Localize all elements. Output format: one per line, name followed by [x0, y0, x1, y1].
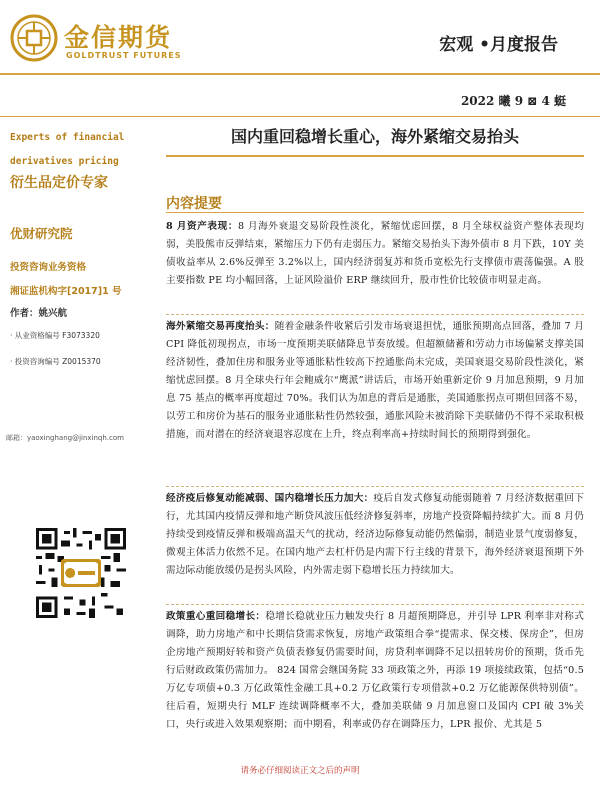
- tagline-english: Experts of financial derivatives pricing: [10, 132, 125, 167]
- summary-paragraph: [166, 608, 584, 734]
- qualification: 投资咨询业务资格: [10, 262, 87, 273]
- coin-seal-icon: [10, 14, 58, 62]
- section-title: 内容提要: [166, 196, 222, 212]
- paragraph-body: 8 月海外衰退交易阶段性淡化，紧缩忧虑回摆，8 月全球权益资产整体表现均弱，美股熊市反弹结束，紧缩压力下仍有走弱压力。紧缩交易抬头下海外债市 8 月下跌，10Y 美债收益率从 2.6%反弹至 3.2%以上，国内经济弱复苏和货币宽松先行支撑债市震荡偏强。A 股主要指数 PE 均小幅回落，上证风险溢价 ERP 继续回升，股市性价比较债市明显走高。: [166, 221, 584, 286]
- paragraph-lead: 海外紧缩交易再度抬头：: [166, 321, 275, 332]
- license-number: 湘证监机构字[2017]1 号: [10, 286, 122, 297]
- paragraph-body: 稳增长稳就业压力触发央行 8 月超预期降息，并引导 LPR 利率非对称式调降，助力房地产和中长期信贷需求恢复，房地产政策组合拳“提需求、保交楼、保房企”，但房企房地产预期好转和资产负债表修复仍需要时间，房贷利率调降不足以扭转房价的预期，货币先行后财政政策仍需加力。 824 国常会继国务院 33 项政策之外，再添 19 项接续政策，包括“0.5 万亿专项债+0.3 万亿政策性金融工具+0.2 万亿政策行专项借款+0.2 万亿能源保供特别债”。往后看，短期央行 MLF 连续调降概率不大，叠加美联储 9 月加息窗口及国内 CPI 破 3%关口，央行或进入效果观察期；而中期看，利率或仍存在调降压力，LPR 报价、尤其是 5: [166, 611, 584, 730]
- paragraph-body: 随着金融条件收紧后引发市场衰退担忧，通胀预期高点回落，叠加 7 月 CPI 降低初现拐点，市场一度预期美联储降息节奏放缓。但超额储蓄和劳动力市场偏紧支撑美国经济韧性，叠加住房和服务业等通胀粘性较高下控通胀尚未完成，美国衰退交易阶段性淡化，紧缩忧虑回摆。8 月全球央行年会鲍威尔“鹰派”讲话后，市场开始重新定价 9 月加息预期，9 月加息 75 基点的概率再度超过 70%。我们认为加息的背后是通胀，美国通胀拐点可期但回落不易，以劳工和房价为基石的服务业通胀粘性仍然较强，通胀风险未被消除下美联储仍不得不采取积极措施，而对潜在的经济衰退容忍度在上升，终点利率高+持续时间长的预期得到强化。: [166, 321, 584, 440]
- qr-code-icon: [36, 528, 126, 618]
- report-title: 国内重回稳增长重心，海外紧缩交易抬头: [230, 127, 519, 146]
- author-email[interactable]: 邮箱：yaoxinghang@jinxinqh.com: [6, 434, 124, 442]
- summary-paragraph: [166, 318, 584, 444]
- paragraph-lead: 政策重心重回稳增长：: [166, 611, 266, 622]
- logo-chinese-name: 金信期货: [64, 23, 173, 52]
- disclaimer-footer: 请务必仔细阅读正文之后的声明: [240, 766, 360, 776]
- summary-paragraph: [166, 490, 584, 580]
- paragraph-body: 疫后自发式修复动能弱随着 7 月经济数据重回下行，尤其国内疫情反弹和地产断贷风波压低经济修复斜率，房地产投资降幅持续扩大。而 8 月仍持续受到疫情反弹和极端高温天气的扰动，经济边际修复动能仍然偏弱，制造业景气度弱修复，微观主体活力依然不足。在国内地产去杠杆仍是内需下行主线的背景下，海外经济衰退预期下外需边际动能放缓仍是拐头风险，内外需走弱下稳增长压力持续加大。: [166, 493, 584, 576]
- sidebar: [0, 118, 155, 800]
- tagline-chinese: 衍生品定价专家: [10, 175, 108, 191]
- logo-english-name: GOLDTRUST FUTURES: [66, 51, 182, 60]
- paragraph-divider: [166, 486, 584, 487]
- company-logo: [10, 14, 200, 66]
- header-divider: [0, 73, 600, 75]
- paragraph-divider: [166, 604, 584, 605]
- summary-paragraph: [166, 218, 584, 290]
- title-divider: [166, 155, 584, 157]
- paragraph-divider: [166, 314, 584, 315]
- practice-number: · 从业资格编号 F3073320: [10, 331, 100, 340]
- date-divider: [0, 116, 600, 117]
- paragraph-lead: 8 月资产表现：: [166, 221, 239, 232]
- section-divider: [166, 212, 584, 213]
- author: 作者：姚兴航: [10, 308, 68, 319]
- report-type: 宏观 •月度报告: [439, 35, 558, 55]
- paragraph-lead: 经济疫后修复动能减弱、国内稳增长压力加大：: [166, 493, 374, 504]
- institute-name: 优财研究院: [10, 226, 73, 241]
- report-date: 2022 曦 9 ⊠ 4 蜓: [460, 94, 566, 108]
- advisor-number: · 投资咨询编号 Z0015370: [10, 357, 101, 366]
